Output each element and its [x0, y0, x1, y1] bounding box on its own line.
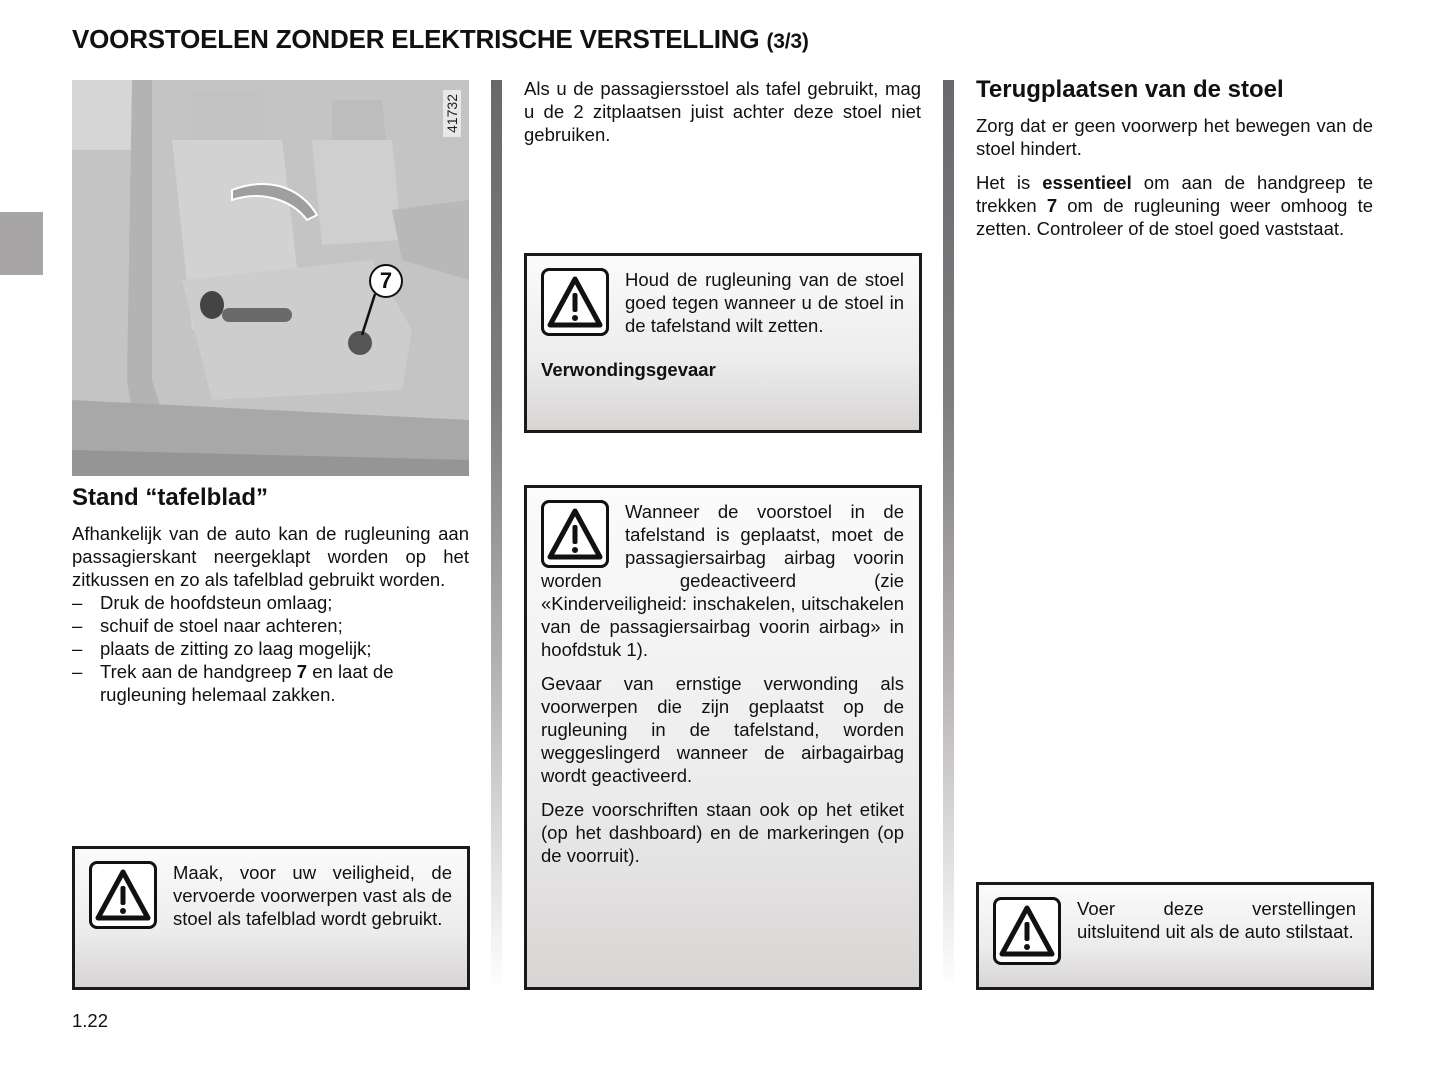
- step-item: – plaats de zitting zo laag mogelijk;: [72, 638, 372, 659]
- warning-triangle-icon: [89, 861, 157, 929]
- column-divider-right: [943, 80, 954, 990]
- warning-box-airbag: [524, 485, 922, 990]
- warning-text: Voer deze verstellingen uitsluitend uit als de auto stilstaat.: [1077, 898, 1356, 942]
- tafelblad-intro: Afhankelijk van de auto kan de rugleuning aan passagierskant neergeklapt worden op het zitkussen en zo als tafelblad gebruikt worden.: [72, 523, 469, 590]
- warning-box-secure-objects: [72, 846, 470, 990]
- page-title-text: VOORSTOELEN ZONDER ELEKTRISCHE VERSTELLING: [72, 24, 760, 54]
- step-item: – Trek aan de handgreep 7 en laat de rugleuning helemaal zakken.: [72, 661, 394, 705]
- page-part: (3/3): [766, 30, 809, 53]
- step-item: – schuif de stoel naar achteren;: [72, 615, 343, 636]
- warning-triangle-icon: [541, 268, 609, 336]
- warning-box-hold-backrest: [524, 253, 922, 433]
- tafelblad-text: [72, 522, 469, 706]
- injury-risk-label: Verwondingsgevaar: [541, 359, 716, 380]
- figure-number: 41732: [443, 90, 461, 137]
- page-title: [72, 24, 809, 55]
- callout-7: 7: [369, 264, 403, 298]
- page-number: 1.22: [72, 1010, 109, 1031]
- section-heading-tafelblad: Stand “tafelblad”: [72, 484, 269, 511]
- warning-text: Wanneer de voorstoel in de tafelstand is geplaatst, moet de passagiersairbag airbag voorin worden gedeactiveerd (zie «Kinderveiligheid: inschakelen, uitschakelen van de passagiersairbag voorin airbag» in hoofdstuk 1). Gevaar van ernstige verwonding als voorwerpen die zijn geplaatst op de rugleuning in de tafelstand, worden weggeslingerd wanneer de airbagairbag wordt geactiveerd. Deze voorschriften staan ook op het etiket (op het dashboard) en de markeringen (op de voorruit).: [541, 501, 904, 866]
- restore-seat-text: Zorg dat er geen voorwerp het bewegen van de stoel hindert. Het is essentieel om aan de handgreep te trekken 7 om de rugleuning weer omhoog te zetten. Controleer of de stoel goed vaststaat.: [976, 115, 1373, 239]
- warning-box-stationary: [976, 882, 1374, 990]
- warning-triangle-icon: [993, 897, 1061, 965]
- warning-triangle-icon: [541, 500, 609, 568]
- column-divider-left: [491, 80, 502, 990]
- seat-drawing: [72, 80, 469, 476]
- seat-illustration: [72, 80, 469, 476]
- tafelblad-steps: [72, 591, 469, 706]
- step-item: – Druk de hoofdsteun omlaag;: [72, 592, 333, 613]
- warning-text: Maak, voor uw veiligheid, de vervoerde voorwerpen vast als de stoel als tafelblad wordt gebruikt.: [173, 862, 452, 929]
- section-heading-restore-seat: Terugplaatsen van de stoel: [976, 76, 1284, 103]
- chapter-tab-marker: [0, 212, 43, 275]
- warning-text: Houd de rugleuning van de stoel goed tegen wanneer u de stoel in de tafelstand wilt zetten. Verwondingsgevaar: [541, 269, 904, 380]
- table-use-intro: Als u de passagiersstoel als tafel gebruikt, mag u de 2 zitplaatsen juist achter deze stoel niet gebruiken.: [524, 78, 921, 145]
